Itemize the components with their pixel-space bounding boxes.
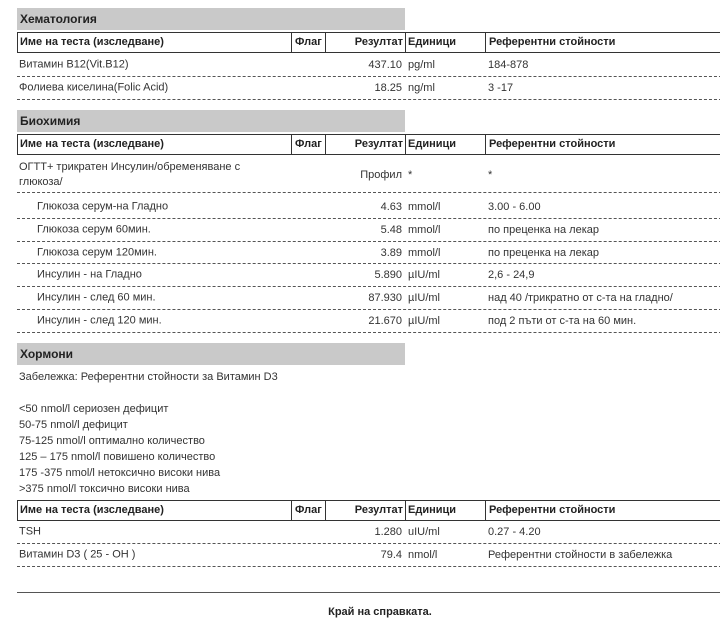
column-result: Резултат	[326, 33, 406, 52]
table-row	[17, 157, 720, 193]
result-value: 437.10	[368, 59, 402, 71]
units: pg/ml	[408, 59, 435, 71]
result-value: 5.48	[380, 224, 402, 236]
column-reference: Референтни стойности	[489, 36, 616, 48]
column-flag: Флаг	[291, 135, 326, 154]
table-row	[17, 310, 720, 333]
units: µIU/ml	[408, 269, 441, 281]
column-name: Име на теста (изследване)	[20, 504, 164, 516]
units: *	[408, 168, 413, 181]
reference-range: по преценка на лекар	[488, 246, 599, 259]
result-value: 21.670	[368, 315, 402, 327]
test-name: Инсулин - след 60 мин.	[37, 291, 156, 304]
test-name: Инсулин - на Гладно	[37, 268, 142, 281]
table-row	[17, 219, 720, 242]
note-line: >375 nmol/l токсично високи нива	[19, 483, 190, 495]
test-name: Глюкоза серум 120мин.	[37, 246, 157, 258]
result-value: 3.89	[380, 246, 402, 259]
table-row	[17, 196, 720, 219]
result-value: Профил	[360, 168, 402, 181]
column-result: Резултат	[326, 501, 406, 520]
table-row	[17, 54, 720, 77]
result-value: 79.4	[380, 549, 402, 561]
section-header: Хормони	[17, 343, 405, 365]
table-row	[17, 77, 720, 100]
column-reference: Референтни стойности	[489, 504, 616, 516]
units: µIU/ml	[408, 292, 441, 304]
reference-range: 2,6 - 24,9	[488, 269, 535, 281]
note-line: Забележка: Референтни стойности за Витамин D3	[19, 371, 278, 383]
column-reference: Референтни стойности	[489, 138, 616, 150]
reference-range: под 2 пъти от с-та на 60 мин.	[488, 315, 637, 327]
reference-range: над 40 /трикратно от с-та на гладно/	[488, 292, 673, 304]
test-name: Инсулин - след 120 мин.	[37, 314, 162, 327]
column-flag: Флаг	[291, 501, 326, 520]
column-name: Име на теста (изследване)	[20, 36, 164, 48]
reference-range: 3.00 - 6.00	[488, 201, 541, 213]
end-divider	[17, 592, 720, 593]
column-result: Резултат	[326, 135, 406, 154]
column-name: Име на теста (изследване)	[20, 138, 164, 150]
result-value: 4.63	[380, 201, 402, 213]
table-row	[17, 242, 720, 264]
units: mmol/l	[408, 224, 441, 236]
table-header	[17, 32, 720, 53]
reference-range: 0.27 - 4.20	[488, 526, 541, 538]
section-header: Хематология	[17, 8, 405, 30]
units: ng/ml	[408, 82, 435, 94]
note-line: 125 – 175 nmol/l повишено количество	[19, 451, 216, 463]
units: nmol/l	[408, 549, 438, 561]
test-name: Глюкоза серум 60мин.	[37, 223, 151, 236]
test-name: Фолиева киселина(Folic Acid)	[19, 81, 169, 94]
column-units: Единици	[406, 135, 486, 154]
units: µIU/ml	[408, 315, 441, 327]
result-value: 5.890	[374, 269, 402, 281]
test-name: Витамин B12(Vit.B12)	[19, 58, 129, 71]
reference-range: *	[488, 168, 493, 181]
test-name: Витамин D3 ( 25 - OH )	[19, 548, 136, 561]
result-value: 18.25	[374, 82, 402, 94]
table-row	[17, 264, 720, 287]
table-row	[17, 521, 720, 544]
test-name: Глюкоза серум-на Гладно	[37, 200, 169, 213]
reference-range: Референтни стойности в забележка	[488, 549, 673, 561]
section-header: Биохимия	[17, 110, 405, 132]
units: mmol/l	[408, 246, 441, 259]
note-line: 75-125 nmol/l оптимално количество	[19, 435, 205, 447]
column-units: Единици	[406, 33, 486, 52]
column-units: Единици	[406, 501, 486, 520]
table-header	[17, 500, 720, 521]
units: mmol/l	[408, 201, 441, 213]
note-line: 175 -375 nmol/l нетоксично високи нива	[19, 467, 221, 479]
test-name: TSH	[19, 525, 41, 538]
table-row	[17, 544, 720, 567]
table-row	[17, 287, 720, 310]
units: uIU/ml	[408, 526, 440, 538]
column-flag: Флаг	[291, 33, 326, 52]
note-line: <50 nmol/l сериозен дефицит	[19, 403, 169, 415]
reference-range: 184-878	[488, 59, 529, 71]
result-value: 1.280	[374, 526, 402, 538]
result-value: 87.930	[368, 292, 402, 304]
reference-range: по преценка на лекар	[488, 224, 599, 236]
test-name: ОГТТ+ трикратен Инсулин/обременяване с глюкоза/	[19, 160, 241, 188]
end-of-report: Край на справката.	[328, 606, 432, 618]
reference-range: 3 -17	[488, 82, 514, 94]
table-header	[17, 134, 720, 155]
note-line: 50-75 nmol/l дефицит	[19, 419, 128, 431]
